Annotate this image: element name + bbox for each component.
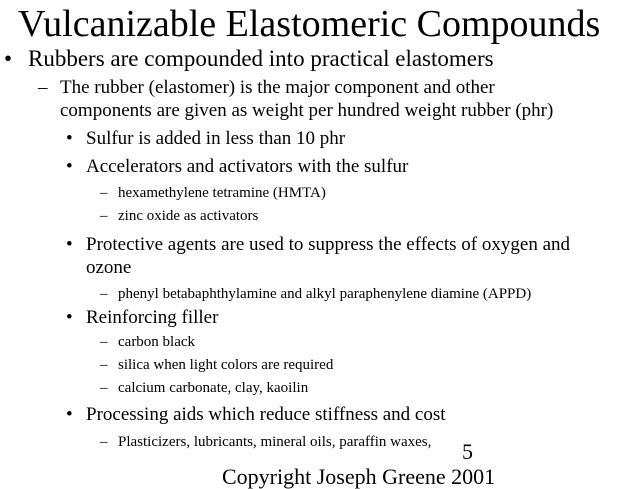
bullet-accelerators: Accelerators and activators with the sulfur (86, 156, 409, 177)
dash-marker: – (100, 434, 108, 450)
dash-marker: – (100, 286, 108, 302)
bullet-protective-agents-cont: ozone (86, 257, 132, 278)
slide-title: Vulcanizable Elastomeric Compounds (18, 3, 601, 45)
bullet-marker: • (66, 234, 73, 255)
bullet-marker: • (66, 128, 73, 149)
bullet-marker: • (66, 307, 73, 328)
subitem-carbon-black: carbon black (118, 334, 196, 350)
bullet-marker: • (66, 404, 73, 425)
dash-marker: – (38, 77, 48, 98)
dash-marker: – (100, 334, 108, 350)
subitem-plasticizers: Plasticizers, lubricants, mineral oils, paraffin waxes, (118, 434, 432, 450)
dash-marker: – (100, 380, 108, 396)
bullet-marker: • (4, 46, 13, 71)
bullet-sulfur: Sulfur is added in less than 10 phr (86, 128, 346, 149)
subitem-rubber-major-component: The rubber (elastomer) is the major component and other (60, 77, 495, 98)
subitem-calcium-carbonate: calcium carbonate, clay, kaoilin (118, 380, 309, 396)
bullet-rubbers-compounded: Rubbers are compounded into practical elastomers (28, 46, 494, 71)
subitem-silica: silica when light colors are required (118, 357, 334, 373)
dash-marker: – (100, 185, 108, 201)
dash-marker: – (100, 357, 108, 373)
dash-marker: – (100, 208, 108, 224)
bullet-marker: • (66, 156, 73, 177)
bullet-protective-agents: Protective agents are used to suppress the effects of oxygen and (86, 234, 570, 255)
copyright-footer: Copyright Joseph Greene 2001 (222, 464, 496, 489)
bullet-processing-aids: Processing aids which reduce stiffness and cost (86, 404, 446, 425)
page-number: 5 (462, 439, 473, 464)
subitem-rubber-major-component-cont: components are given as weight per hundred weight rubber (phr) (60, 100, 554, 121)
subitem-appd: phenyl betabaphthylamine and alkyl paraphenylene diamine (APPD) (118, 286, 532, 302)
subitem-hmta: hexamethylene tetramine (HMTA) (118, 185, 326, 201)
bullet-reinforcing-filler: Reinforcing filler (86, 307, 219, 328)
subitem-zinc-oxide: zinc oxide as activators (118, 208, 259, 224)
